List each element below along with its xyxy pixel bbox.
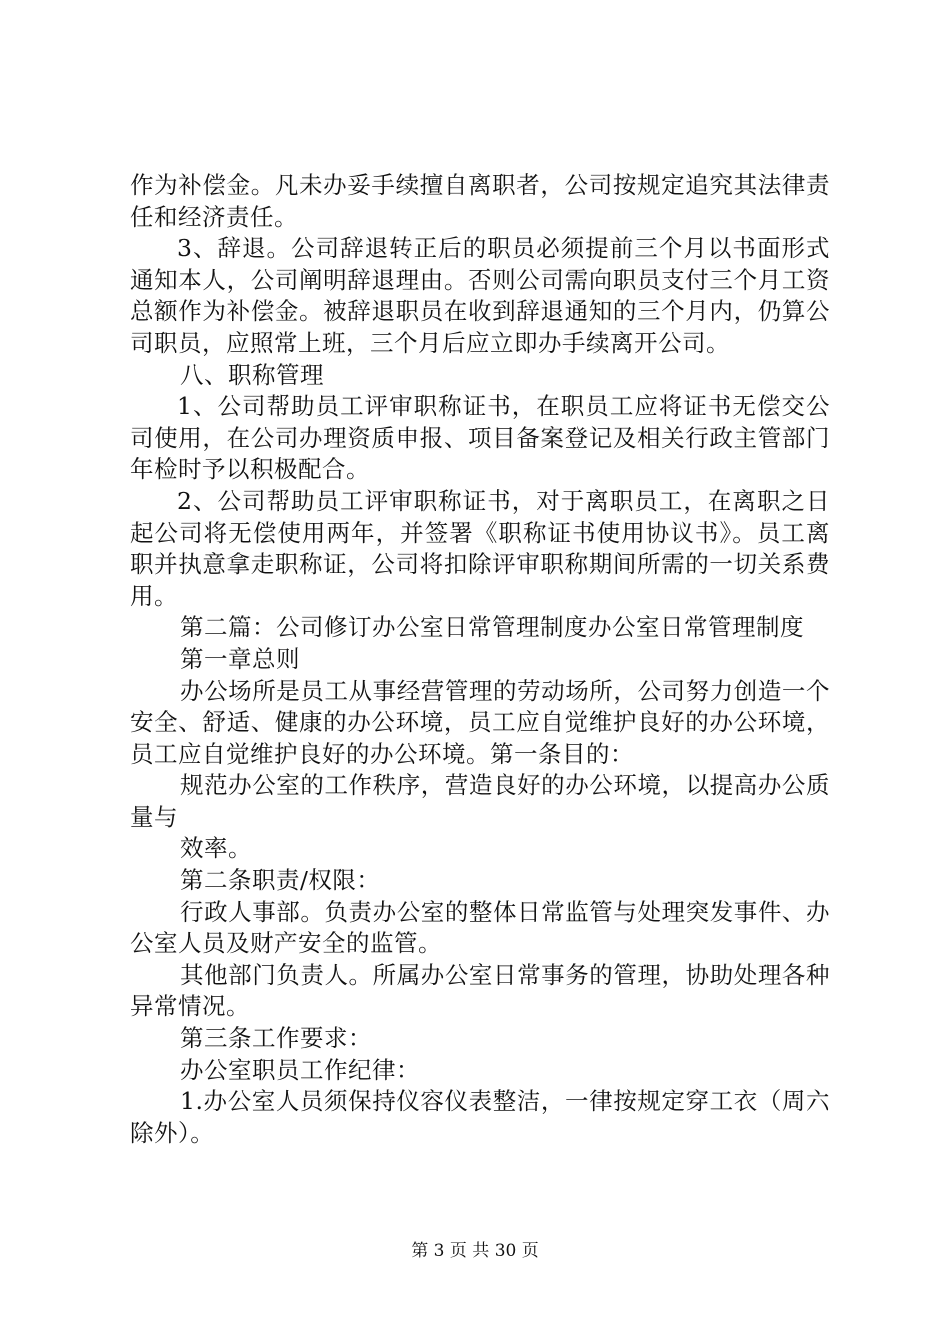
paragraph-10: 效率。	[180, 834, 252, 863]
paragraph-4: 1、公司帮助员工评审职称证书，在职员工应将证书无偿交公司使用，在公司办理资质申报、项目备案登记及相关行政主管部门年检时予以积极配合。	[130, 392, 830, 484]
paragraph-15: 办公室职员工作纪律：	[180, 1055, 420, 1084]
part-two-title: 第二篇：公司修订办公室日常管理制度办公室日常管理制度	[180, 613, 804, 642]
page-number-footer: 第 3 页 共 30 页	[411, 1241, 539, 1261]
article-two-heading: 第二条职责/权限：	[180, 866, 381, 895]
section-heading-title-management: 八、职称管理	[180, 360, 324, 389]
paragraph-1: 作为补偿金。凡未办妥手续擅自离职者，公司按规定追究其法律责任和经济责任。	[130, 171, 830, 231]
paragraph-9: 规范办公室的工作秩序，营造良好的办公环境，以提高办公质量与	[130, 771, 830, 831]
chapter-heading: 第一章总则	[180, 644, 300, 673]
paragraph-13: 其他部门负责人。所属办公室日常事务的管理，协助处理各种异常情况。	[130, 960, 830, 1021]
paragraph-16: 1.办公室人员须保持仪容仪表整洁，一律按规定穿工衣（周六除外）。	[130, 1087, 830, 1147]
article-three-heading: 第三条工作要求：	[180, 1024, 372, 1053]
document-body	[130, 170, 830, 1149]
paragraph-2: 3、辞退。公司辞退转正后的职员必须提前三个月以书面形式通知本人，公司阐明辞退理由。否则公司需向职员支付三个月工资总额作为补偿金。被辞退职员在收到辞退通知的三个月内，仍算公司职员，应照常上班，三个月后应立即办手续离开公司。	[130, 234, 830, 357]
paragraph-5: 2、公司帮助员工评审职称证书，对于离职员工，在离职之日起公司将无偿使用两年，并签署《职称证书使用协议书》。员工离职并执意拿走职称证，公司将扣除评审职称期间所需的一切关系费用。	[130, 486, 830, 610]
paragraph-12: 行政人事部。负责办公室的整体日常监管与处理突发事件、办公室人员及财产安全的监管。	[130, 897, 830, 958]
paragraph-8: 办公场所是员工从事经营管理的劳动场所，公司努力创造一个安全、舒适、健康的办公环境，员工应自觉维护良好的办公环境，员工应自觉维护良好的办公环境。第一条目的：	[130, 676, 830, 768]
